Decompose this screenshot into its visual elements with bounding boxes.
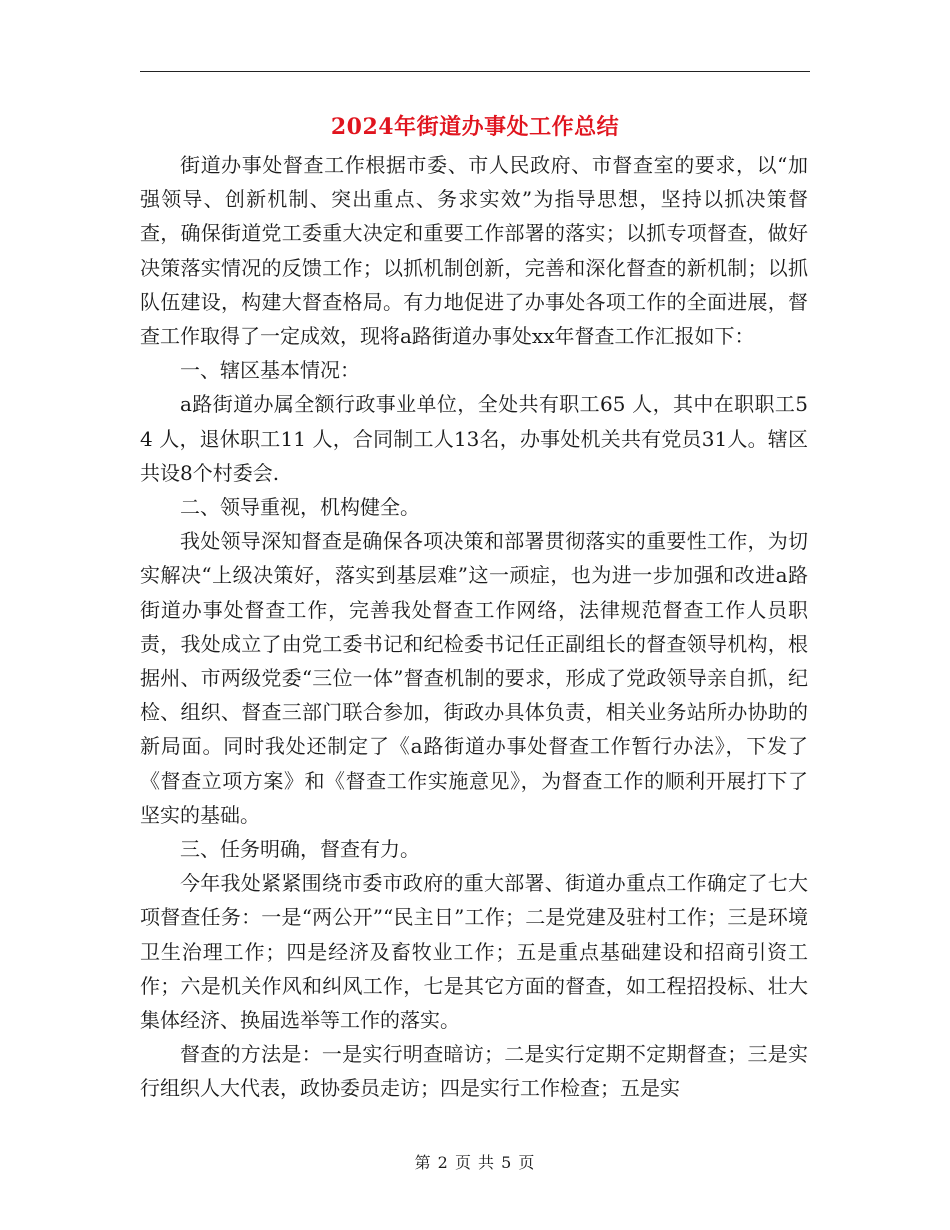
paragraph-intro: 街道办事处督查工作根据市委、市人民政府、市督查室的要求，以“加强领导、创新机制、突出重点、务求实效”为指导思想，坚持以抓决策督查，确保街道党工委重大决定和重要工作部署的落实；以抓专项督查，做好决策落实情况的反馈工作；以抓机制创新，完善和深化督查的新机制；以抓队伍建设，构建大督查格局。有力地促进了办事处各项工作的全面进展，督查工作取得了一定成效，现将a路街道办事处xx年督查工作汇报如下： [140, 153, 808, 349]
document-title: 2024年街道办事处工作总结 [330, 114, 620, 140]
paragraph-leadership: 我处领导深知督查是确保各项决策和部署贯彻落实的重要性工作，为切实解决“上级决策好，落实到基层难”这一顽症，也为进一步加强和改进a路街道办事处督查工作，完善我处督查工作网络，法律规范督查工作人员职责，我处成立了由党工委书记和纪检委书记任正副组长的督查领导机构，根据州、市两级党委“三位一体”督查机制的要求，形成了党政领导亲自抓，纪检、组织、督查三部门联合参加，街政办具体负责，相关业务站所办协助的新局面。同时我处还制定了《a路街道办事处督查工作暂行办法》，下发了《督查立项方案》和《督查工作实施意见》，为督查工作的顺利开展打下了坚实的基础。 [140, 529, 808, 827]
header-rule [140, 71, 810, 72]
section-heading-1: 一、辖区基本情况： [180, 358, 360, 383]
paragraph-tasks: 今年我处紧紧围绕市委市政府的重大部署、街道办重点工作确定了七大项督查任务：一是“两公开”“民主日”工作；二是党建及驻村工作；三是环境卫生治理工作；四是经济及畜牧业工作；五是重点基础建设和招商引资工作；六是机关作风和纠风工作，七是其它方面的督查，如工程招投标、壮大集体经济、换届选举等工作的落实。 [140, 871, 808, 1033]
document-body [140, 148, 808, 1106]
paragraph-methods: 督查的方法是：一是实行明查暗访；二是实行定期不定期督查；三是实行组织人大代表，政协委员走访；四是实行工作检查；五是实 [140, 1042, 808, 1101]
paragraph-basic-info: a路街道办属全额行政事业单位，全处共有职工65 人，其中在职职工54 人，退休职工11 人，合同制工人13名，办事处机关共有党员31人。辖区共设8个村委会. [140, 392, 808, 485]
page-number: 第 2 页 共 5 页 [414, 1153, 536, 1172]
section-heading-2: 二、领导重视，机构健全。 [180, 495, 420, 520]
section-heading-3: 三、任务明确，督查有力。 [180, 837, 420, 862]
